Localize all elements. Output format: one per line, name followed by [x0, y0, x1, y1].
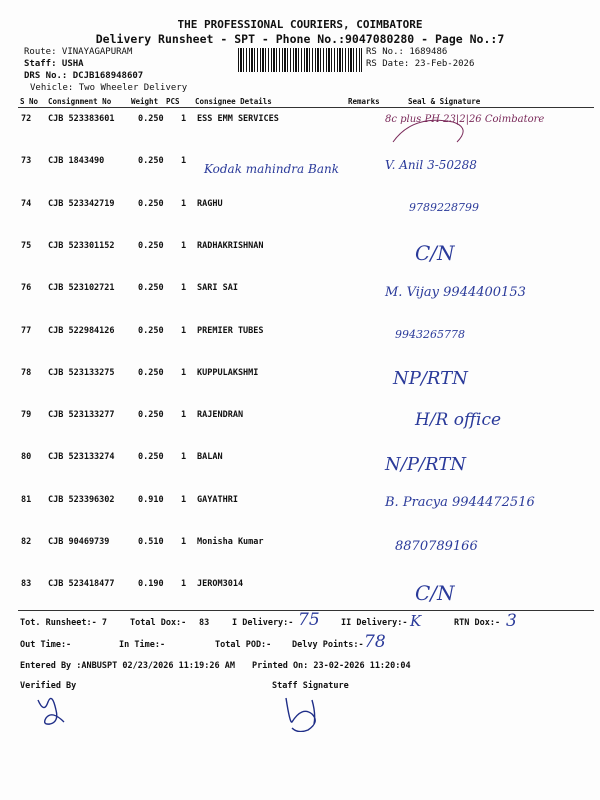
row-consignment-no: CJB 522984126 [48, 325, 115, 336]
row-consignment-no: CJB 523301152 [48, 240, 115, 251]
row-pcs: 1 [181, 240, 187, 251]
row-consignee: BALAN [197, 452, 223, 463]
row-weight: 0.250 [138, 114, 164, 124]
row-sno: 76 [21, 283, 32, 294]
row-consignment-no: CJB 523418477 [48, 579, 115, 590]
row-consignee: PREMIER TUBES [197, 325, 264, 336]
row-sno: 81 [21, 494, 32, 505]
row-signature: M. Vijay 9944400153 [385, 285, 526, 301]
row-consignee: RADHAKRISHNAN [197, 240, 264, 251]
row-signature: C/N [415, 581, 455, 606]
rtn-dox-value: 3 [506, 611, 517, 631]
row-signature: V. Anil 3-50288 [385, 158, 477, 173]
row-consignee: RAGHU [197, 198, 223, 209]
i-delivery-label: I Delivery:- [232, 618, 294, 628]
row-pcs: 1 [181, 114, 187, 124]
row-sno: 78 [21, 367, 32, 378]
col-consignment: Consignment No [48, 97, 112, 106]
row-signature: 9943265778 [395, 327, 465, 341]
row-signature: B. Pracya 9944472516 [385, 494, 535, 510]
row-sno: 72 [21, 114, 32, 124]
row-consignment-no: CJB 523102721 [48, 283, 115, 294]
row-consignment-no: CJB 90469739 [48, 537, 110, 547]
company-title: THE PROFESSIONAL COURIERS, COIMBATORE [177, 18, 423, 31]
seal-stamp [383, 112, 473, 160]
in-time: In Time:- [119, 640, 166, 650]
header-divider [18, 107, 594, 108]
rs-date: RS Date: 23-Feb-2026 [366, 59, 475, 69]
row-consignment-no: CJB 523133277 [48, 410, 115, 421]
delvy-points-label: Delvy Points:- [292, 640, 364, 650]
col-consignee: Consignee Details [195, 97, 272, 106]
rtn-dox-label: RTN Dox:- [454, 618, 501, 628]
col-remarks: Remarks [348, 97, 380, 106]
row-consignment-no: CJB 1843490 [48, 156, 105, 167]
row-signature: 8870789166 [395, 539, 478, 554]
row-weight: 0.510 [138, 537, 164, 547]
barcode [238, 48, 362, 72]
staff: Staff: USHA [24, 59, 84, 69]
row-consignee: Monisha Kumar [197, 537, 264, 547]
row-consignee: RAJENDRAN [197, 410, 244, 421]
row-consignee: ESS EMM SERVICES [197, 114, 279, 124]
row-weight: 0.910 [138, 494, 164, 505]
printed-on: Printed On: 23-02-2026 11:20:04 [252, 661, 411, 671]
row-signature: N/P/RTN [385, 454, 466, 476]
row-pcs: 1 [181, 410, 187, 421]
verified-by-label: Verified By [20, 681, 77, 691]
row-signature: C/N [415, 240, 455, 265]
row-sno: 83 [21, 579, 32, 590]
row-pcs: 1 [181, 283, 187, 294]
row-weight: 0.250 [138, 410, 164, 421]
row-weight: 0.190 [138, 579, 164, 590]
entered-by: Entered By :ANBUSPT 02/23/2026 11:19:26 AM [20, 661, 235, 671]
vehicle: Vehicle: Two Wheeler Delivery [30, 83, 188, 93]
rs-number: RS No.: 1689486 [366, 47, 448, 57]
row-weight: 0.250 [138, 367, 164, 378]
row-weight: 0.250 [138, 325, 164, 336]
row-consignee: JEROM3014 [197, 579, 244, 590]
row-pcs: 1 [181, 452, 187, 463]
row-sno: 77 [21, 325, 32, 336]
tot-runsheet: Tot. Runsheet:- 7 [20, 618, 107, 628]
row-signature: NP/RTN [393, 367, 468, 389]
col-weight: Weight [131, 97, 159, 106]
row-consignment-no: CJB 523133274 [48, 452, 115, 463]
row-sno: 74 [21, 198, 32, 209]
runsheet-subtitle: Delivery Runsheet - SPT - Phone No.:9047080280 - Page No.:7 [95, 32, 505, 46]
row-pcs: 1 [181, 537, 187, 547]
row-weight: 0.250 [138, 452, 164, 463]
drs-number: DRS No.: DCJB168948607 [24, 71, 144, 81]
row-pcs: 1 [181, 367, 187, 378]
total-pod: Total POD:- [215, 640, 272, 650]
row-sno: 79 [21, 410, 32, 421]
row-signature: H/R office [415, 410, 502, 431]
row-sno: 75 [21, 240, 32, 251]
row-weight: 0.250 [138, 240, 164, 251]
row-handwritten-consignee: Kodak mahindra Bank [204, 162, 339, 177]
i-delivery-value: 75 [298, 610, 320, 630]
out-time: Out Time:- [20, 640, 72, 650]
row-sno: 82 [21, 537, 32, 547]
row-signature: 8c plus PH 23|2|26 Coimbatore [385, 114, 545, 125]
row-pcs: 1 [181, 494, 187, 505]
row-consignee: SARI SAI [197, 283, 238, 294]
total-dox-label: Total Dox:- [130, 618, 187, 628]
ii-delivery-label: II Delivery:- [341, 618, 408, 628]
row-weight: 0.250 [138, 283, 164, 294]
row-consignment-no: CJB 523133275 [48, 367, 115, 378]
col-sno: S No [20, 97, 39, 106]
row-pcs: 1 [181, 579, 187, 590]
staff-signature-label: Staff Signature [272, 681, 349, 691]
row-pcs: 1 [181, 198, 187, 209]
row-consignee: GAYATHRI [197, 494, 238, 505]
row-weight: 0.250 [138, 198, 164, 209]
row-consignment-no: CJB 523383601 [48, 114, 115, 124]
col-pcs: PCS [166, 97, 180, 106]
route: Route: VINAYAGAPURAM [24, 47, 133, 57]
row-weight: 0.250 [138, 156, 164, 167]
row-signature: 9789228799 [409, 200, 479, 214]
total-dox-value: 83 [199, 618, 210, 628]
row-consignment-no: CJB 523342719 [48, 198, 115, 209]
verified-by-signature [30, 690, 80, 730]
col-signature: Seal & Signature [408, 97, 481, 106]
row-pcs: 1 [181, 325, 187, 336]
row-consignment-no: CJB 523396302 [48, 494, 115, 505]
delvy-points-value: 78 [364, 632, 386, 652]
ii-delivery-value: K [410, 612, 422, 630]
row-sno: 80 [21, 452, 32, 463]
staff-signature [280, 692, 330, 732]
row-sno: 73 [21, 156, 32, 167]
row-pcs: 1 [181, 156, 187, 167]
row-consignee: KUPPULAKSHMI [197, 367, 259, 378]
